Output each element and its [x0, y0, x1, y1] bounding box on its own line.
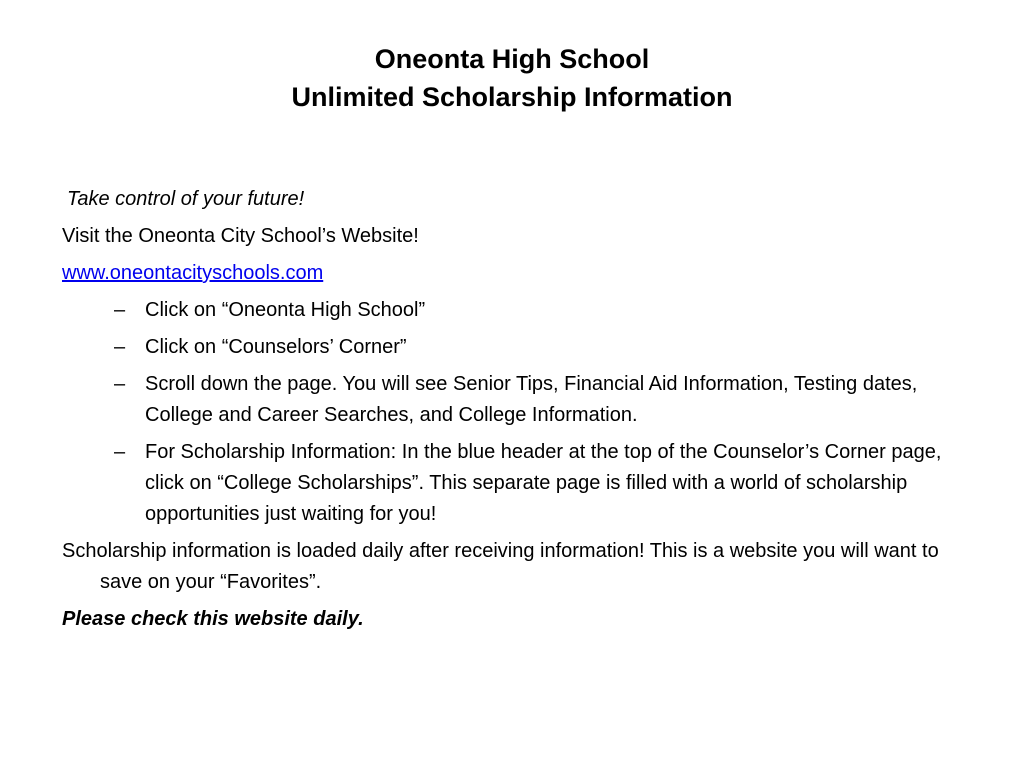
- scholarship-info-text: Scholarship information is loaded daily after receiving information! This is a website you will want to save on your “Favorites”.: [62, 540, 939, 593]
- dash-bullet: –: [114, 299, 126, 321]
- step-text: Click on “Counselors’ Corner”: [145, 336, 407, 358]
- tagline: Take control of your future!: [67, 188, 305, 210]
- list-item: [62, 437, 962, 530]
- website-link[interactable]: www.oneontacityschools.com: [62, 262, 324, 284]
- dash-bullet: –: [114, 373, 126, 395]
- title-line-school: Oneonta High School: [374, 44, 650, 74]
- title-line-subject: Unlimited Scholarship Information: [291, 82, 733, 112]
- visit-website-text: Visit the Oneonta City School’s Website!: [62, 225, 419, 247]
- closing-reminder: Please check this website daily.: [62, 608, 364, 630]
- slide-body: [62, 184, 962, 641]
- dash-bullet: –: [114, 336, 126, 358]
- step-text: Click on “Oneonta High School”: [145, 299, 426, 321]
- list-item: [62, 332, 962, 363]
- step-text: For Scholarship Information: In the blue header at the top of the Counselor’s Corner page, click on “College Scholarships”. This separate page is filled with a world of scholarship opportunities just waiting for you!: [145, 441, 942, 525]
- dash-bullet: –: [114, 441, 126, 463]
- slide-title: [0, 40, 1024, 116]
- list-item: [62, 295, 962, 326]
- step-text: Scroll down the page. You will see Senior Tips, Financial Aid Information, Testing dates, College and Career Searches, and College Information.: [145, 373, 918, 426]
- steps-list: [62, 295, 962, 530]
- list-item: [62, 369, 962, 431]
